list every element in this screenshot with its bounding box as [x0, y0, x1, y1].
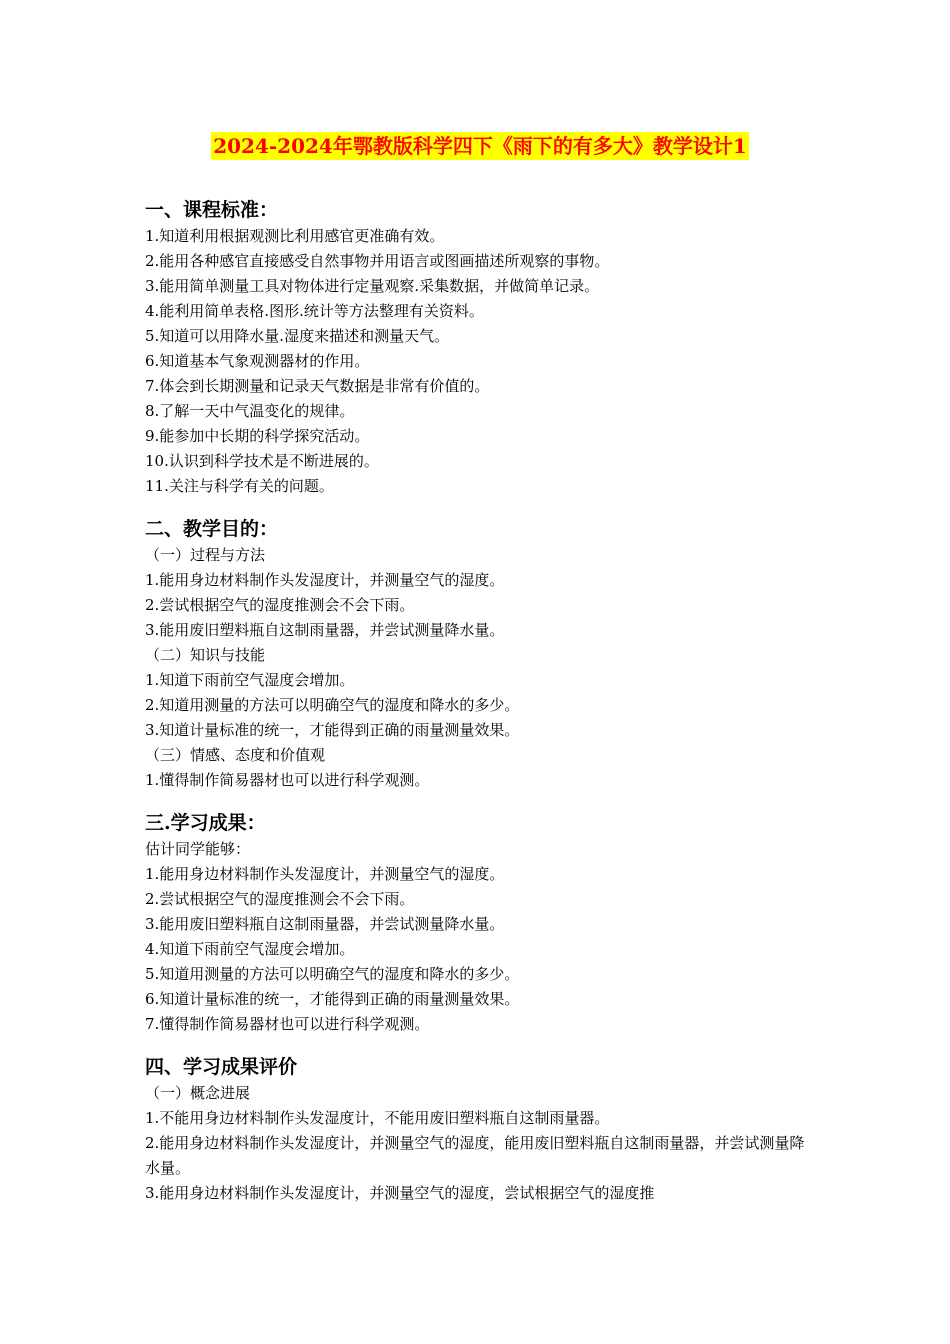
subsection-heading: （三）情感、态度和价值观 [145, 746, 326, 764]
list-item: 7.体会到长期测量和记录天气数据是非常有价值的。 [145, 377, 490, 395]
list-item: 2.知道用测量的方法可以明确空气的湿度和降水的多少。 [145, 696, 520, 714]
section-heading: 三.学习成果： [145, 812, 266, 834]
list-item: 1.不能用身边材料制作头发湿度计，不能用废旧塑料瓶自这制雨量器。 [145, 1109, 610, 1127]
list-item: 2.尝试根据空气的湿度推测会不会下雨。 [145, 890, 415, 908]
list-item: 3.能用废旧塑料瓶自这制雨量器，并尝试测量降水量。 [145, 621, 505, 639]
list-item: 3.能用废旧塑料瓶自这制雨量器，并尝试测量降水量。 [145, 915, 505, 933]
list-item: 6.知道计量标准的统一，才能得到正确的雨量测量效果。 [145, 990, 520, 1008]
list-intro: 估计同学能够： [145, 840, 251, 858]
list-item: 2.能用身边材料制作头发湿度计，并测量空气的湿度，能用废旧塑料瓶自这制雨量器，并尝试测量降水量。 [145, 1134, 805, 1177]
section-curriculum-standards [145, 196, 815, 499]
list-item: 5.知道用测量的方法可以明确空气的湿度和降水的多少。 [145, 965, 520, 983]
list-item: 1.能用身边材料制作头发湿度计，并测量空气的湿度。 [145, 865, 505, 883]
list-item: 1.知道下雨前空气湿度会增加。 [145, 671, 355, 689]
section-heading: 二、教学目的： [145, 518, 279, 540]
section-outcome-evaluation [145, 1053, 815, 1206]
document-title: 2024-2024年鄂教版科学四下《雨下的有多大》教学设计1 [213, 134, 747, 158]
list-item: 3.能用身边材料制作头发湿度计，并测量空气的湿度，尝试根据空气的湿度推 [145, 1184, 655, 1202]
list-item: 7.懂得制作简易器材也可以进行科学观测。 [145, 1015, 430, 1033]
list-item: 1.能用身边材料制作头发湿度计，并测量空气的湿度。 [145, 571, 505, 589]
list-item: 1.知道利用根据观测比利用感官更准确有效。 [145, 227, 445, 245]
subsection-heading: （一）过程与方法 [145, 546, 266, 564]
title-container [145, 132, 815, 166]
subsection-heading: （一）概念进展 [145, 1084, 251, 1102]
list-item: 6.知道基本气象观测器材的作用。 [145, 352, 370, 370]
list-item: 4.知道下雨前空气湿度会增加。 [145, 940, 355, 958]
section-heading: 一、课程标准： [145, 199, 279, 221]
list-item: 1.懂得制作简易器材也可以进行科学观测。 [145, 771, 430, 789]
list-item: 11.关注与科学有关的问题。 [145, 477, 334, 495]
list-item: 3.能用简单测量工具对物体进行定量观察.采集数据，并做简单记录。 [145, 277, 600, 295]
list-item: 4.能利用简单表格.图形.统计等方法整理有关资料。 [145, 302, 484, 320]
list-item: 2.能用各种感官直接感受自然事物并用语言或图画描述所观察的事物。 [145, 252, 610, 270]
list-item: 2.尝试根据空气的湿度推测会不会下雨。 [145, 596, 415, 614]
section-teaching-objectives [145, 515, 815, 793]
list-item: 9.能参加中长期的科学探究活动。 [145, 427, 370, 445]
list-item: 8.了解一天中气温变化的规律。 [145, 402, 355, 420]
list-item: 3.知道计量标准的统一，才能得到正确的雨量测量效果。 [145, 721, 520, 739]
list-item: 10.认识到科学技术是不断进展的。 [145, 452, 379, 470]
document-page [145, 132, 815, 1222]
section-learning-outcomes [145, 809, 815, 1037]
section-heading: 四、学习成果评价 [145, 1056, 298, 1078]
list-item: 5.知道可以用降水量.湿度来描述和测量天气。 [145, 327, 450, 345]
subsection-heading: （二）知识与技能 [145, 646, 266, 664]
